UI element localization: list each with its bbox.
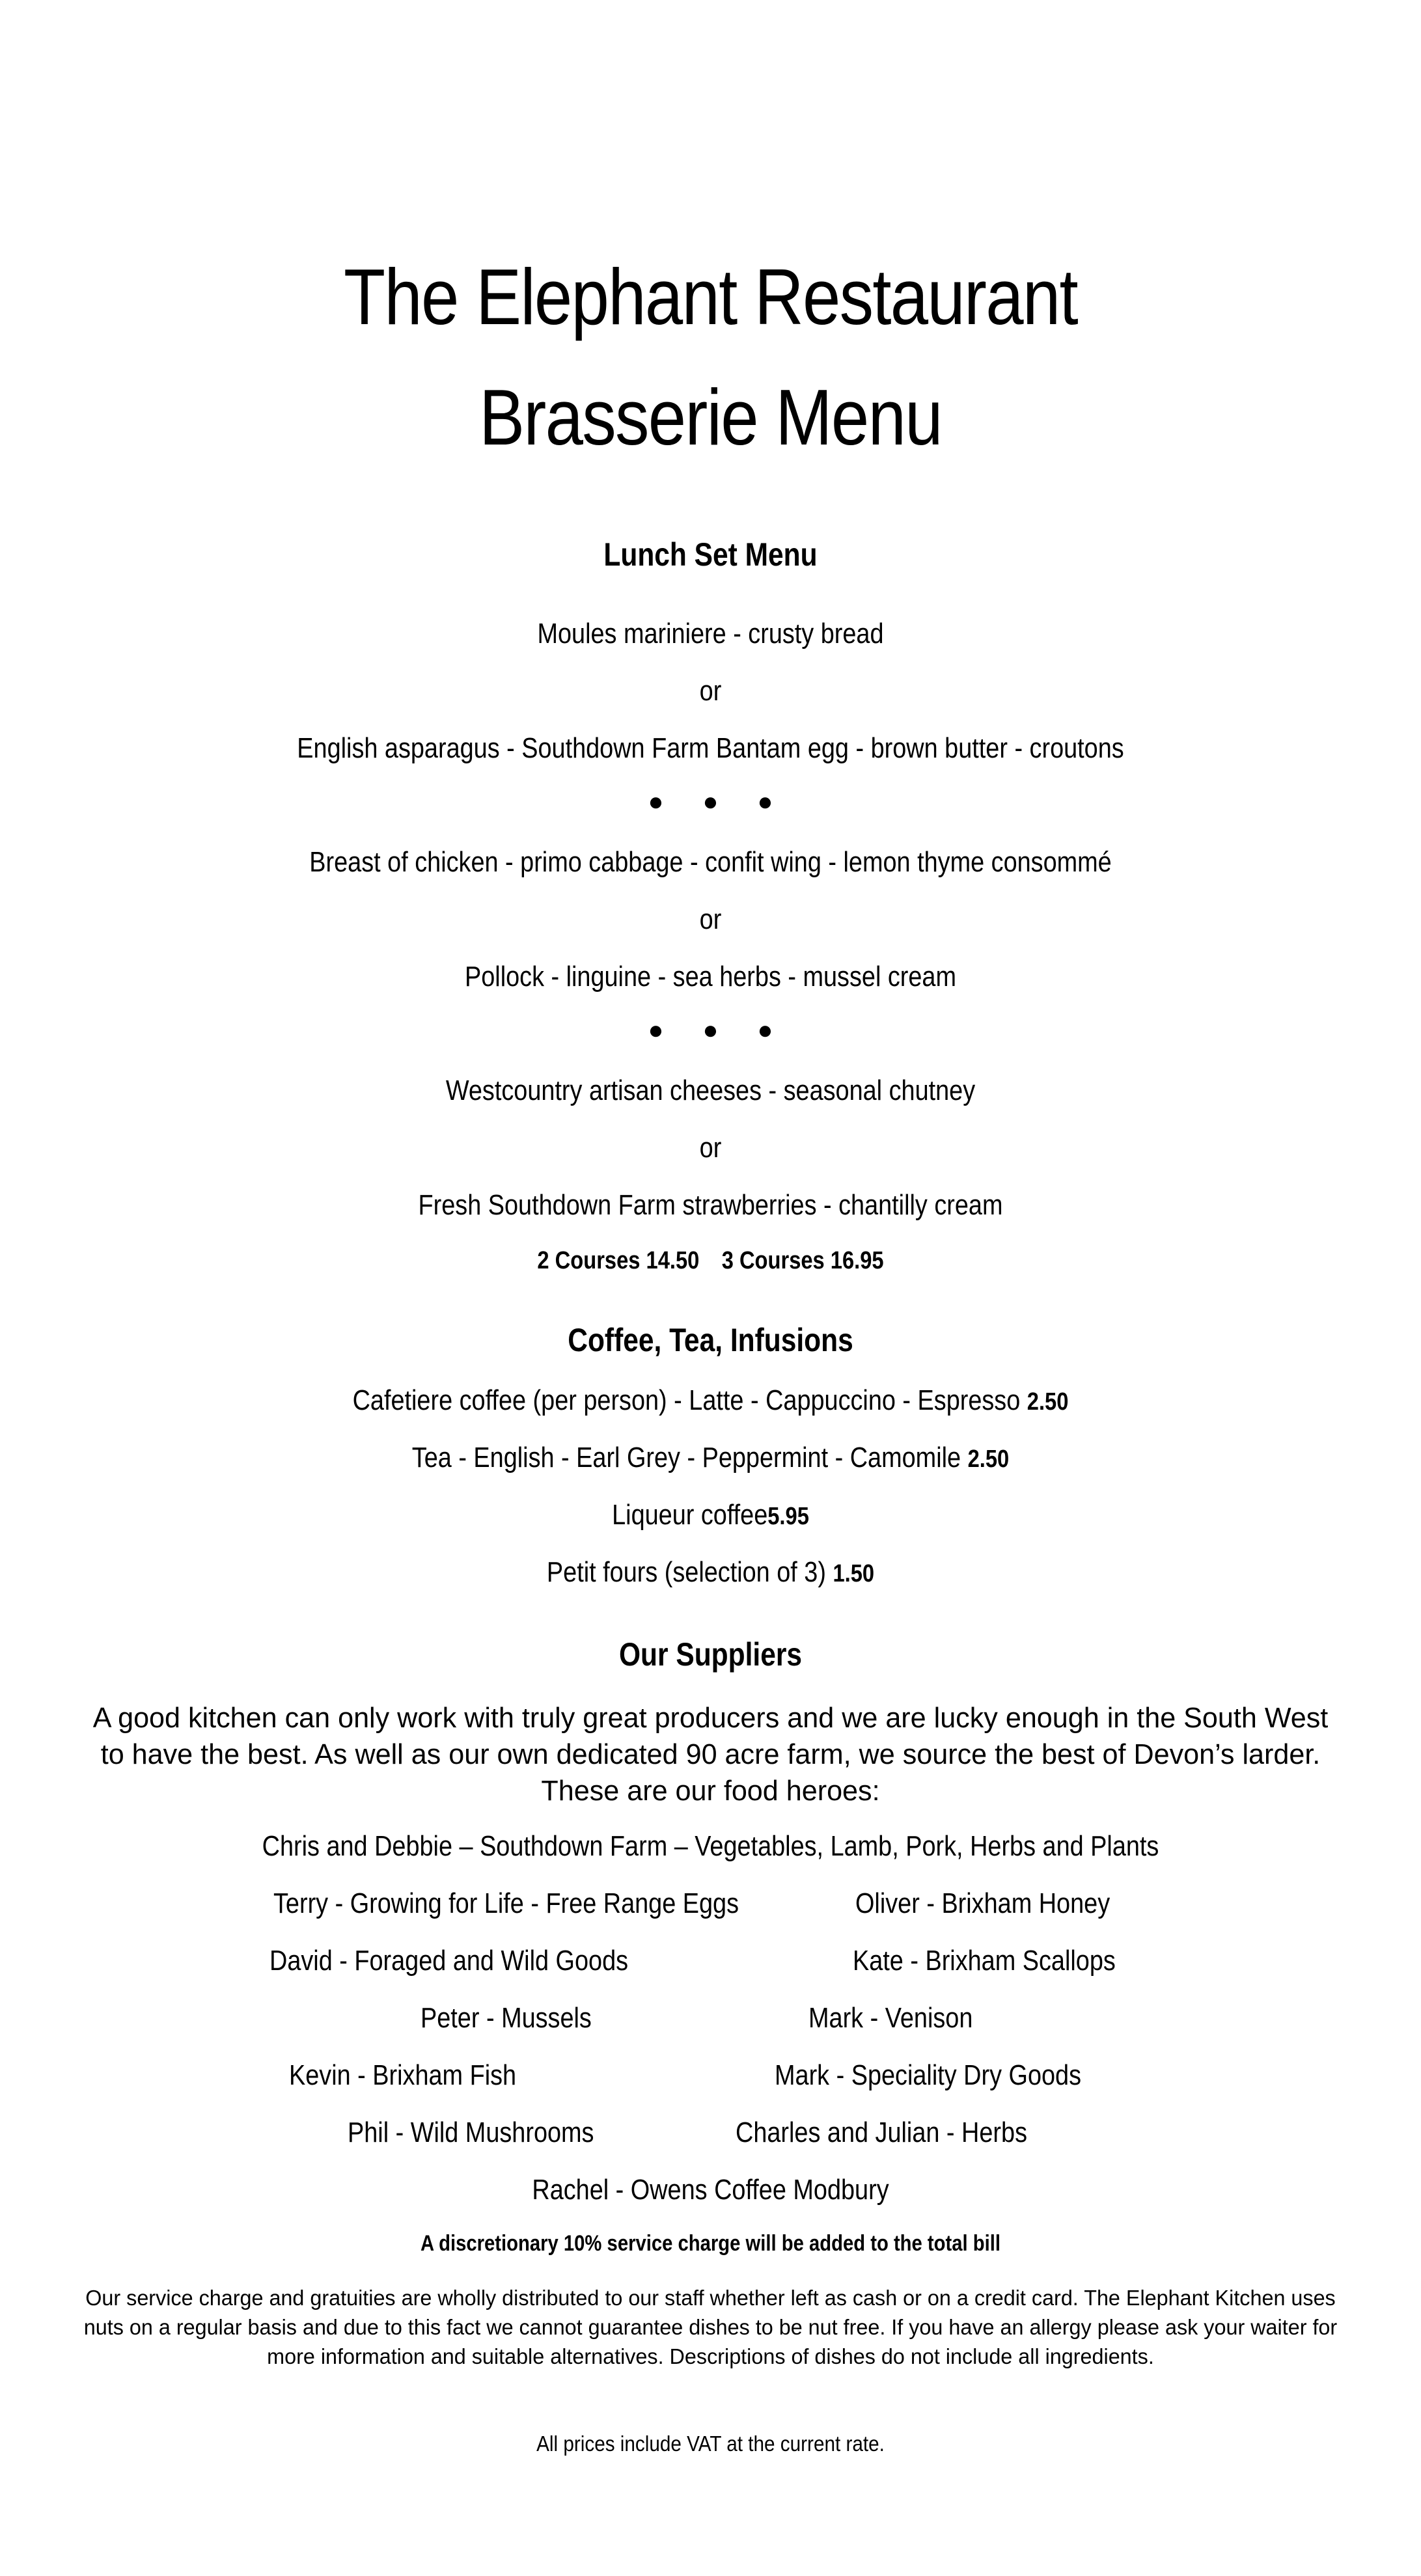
- disclaimer: Our service charge and gratuities are wholly distributed to our staff whether left as cash or on a credit card. The Elephant Kitchen uses nuts on a regular basis and due to this fact we cannot guarantee dishes to be nut free. If you have an allergy please ask your waiter for more information and suitable alternatives. Descriptions of dishes do not include all ingredients.: [83, 2286, 1338, 2368]
- bullet-icon: ●: [648, 1016, 664, 1045]
- supplier-right: Charles and Julian - Herbs: [736, 2117, 1027, 2148]
- set-menu-prices: [100, 1248, 1321, 1273]
- supplier-featured: Chris and Debbie – Southdown Farm – Vegetables, Lamb, Pork, Herbs and Plants: [262, 1830, 1159, 1862]
- drink-name: Petit fours (selection of 3): [546, 1556, 826, 1588]
- suppliers-heading: Our Suppliers: [618, 1636, 803, 1673]
- vat-notice: All prices include VAT at the current rate.: [536, 2432, 885, 2456]
- supplier-right: Oliver - Brixham Honey: [855, 1887, 1111, 1919]
- or-divider: or: [699, 675, 722, 707]
- menu-title: Brasserie Menu: [479, 373, 942, 461]
- drink-item: [100, 1444, 1321, 1472]
- main-item: Pollock - linguine - sea herbs - mussel cream: [465, 961, 956, 993]
- bullet-icon: ●: [757, 1016, 773, 1045]
- drink-price: 5.95: [767, 1503, 809, 1530]
- supplier-left: Peter - Mussels: [421, 2002, 592, 2034]
- drink-name: Tea - English - Earl Grey - Peppermint - Camomile: [411, 1442, 961, 1473]
- bullet-icon: ●: [648, 788, 664, 816]
- bullet-icon: ●: [702, 1016, 719, 1045]
- main-item: Breast of chicken - primo cabbage - confit wing - lemon thyme consommé: [309, 846, 1112, 878]
- supplier-left: Phil - Wild Mushrooms: [348, 2117, 594, 2148]
- supplier-last: Rachel - Owens Coffee Modbury: [532, 2174, 889, 2206]
- lunch-set-menu-heading: Lunch Set Menu: [603, 536, 818, 573]
- course-separator: [0, 1017, 1421, 1043]
- supplier-right: Mark - Speciality Dry Goods: [775, 2059, 1082, 2091]
- supplier-right: Kate - Brixham Scallops: [853, 1945, 1116, 1977]
- dessert-item: Westcountry artisan cheeses - seasonal chutney: [445, 1075, 976, 1106]
- supplier-right: Mark - Venison: [808, 2002, 973, 2034]
- drink-price: 2.50: [967, 1446, 1010, 1473]
- drink-item: [100, 1558, 1321, 1587]
- drink-item: [100, 1501, 1321, 1529]
- drink-item: [100, 1386, 1321, 1415]
- suppliers-intro: A good kitchen can only work with truly great producers and we are lucky enough in the South West to have the best. As well as our own dedicated 90 acre farm, we source the best of Devon’s larder. These are our food heroes:: [92, 1702, 1329, 1807]
- drink-name: Liqueur coffee: [612, 1499, 768, 1531]
- starter-item: Moules mariniere - crusty bread: [537, 618, 884, 650]
- or-divider: or: [699, 903, 722, 935]
- two-course-price: 2 Courses 14.50: [537, 1247, 700, 1274]
- dessert-item: Fresh Southdown Farm strawberries - chantilly cream: [418, 1189, 1003, 1221]
- drink-price: 1.50: [833, 1560, 875, 1587]
- supplier-left: Terry - Growing for Life - Free Range Eggs: [273, 1887, 739, 1919]
- bullet-icon: ●: [757, 788, 773, 816]
- three-course-price: 3 Courses 16.95: [721, 1247, 884, 1274]
- coffee-tea-heading: Coffee, Tea, Infusions: [568, 1322, 853, 1358]
- supplier-left: David - Foraged and Wild Goods: [269, 1945, 629, 1977]
- bullet-icon: ●: [702, 788, 719, 816]
- starter-item: English asparagus - Southdown Farm Bantam egg - brown butter - croutons: [297, 732, 1124, 764]
- drink-name: Cafetiere coffee (per person) - Latte - Cappuccino - Espresso: [352, 1384, 1021, 1416]
- supplier-left: Kevin - Brixham Fish: [289, 2059, 517, 2091]
- or-divider: or: [699, 1132, 722, 1164]
- drink-price: 2.50: [1027, 1388, 1069, 1416]
- service-charge-notice: A discretionary 10% service charge will be added to the total bill: [420, 2231, 1001, 2256]
- course-separator: [0, 789, 1421, 815]
- restaurant-name: The Elephant Restaurant: [344, 253, 1077, 341]
